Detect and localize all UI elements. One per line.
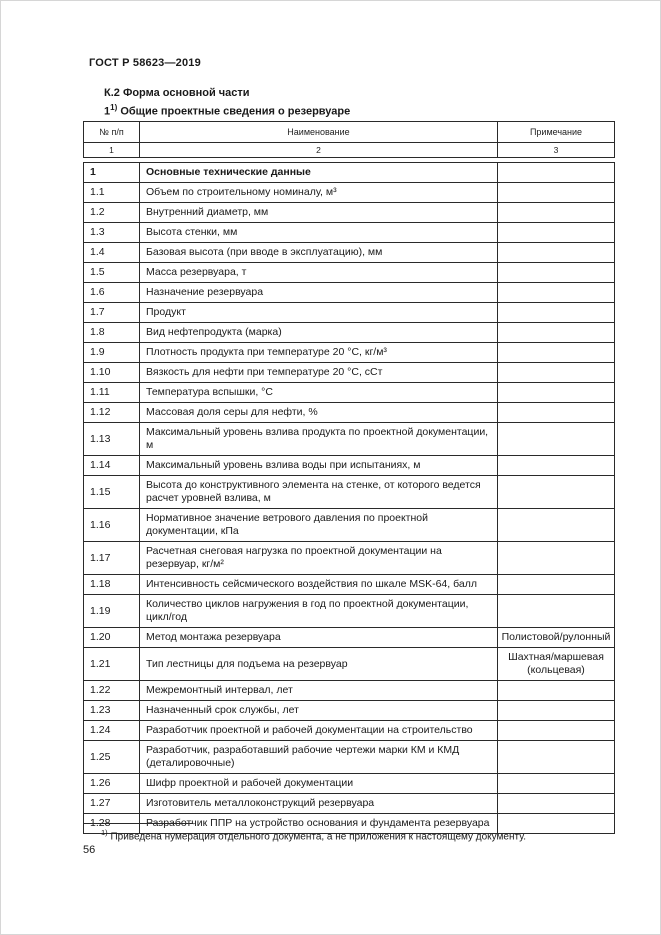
table-body [84, 163, 615, 834]
row-name: Вязкость для нефти при температуре 20 °С, сСт [140, 363, 498, 383]
row-note [498, 383, 615, 403]
table-row [84, 383, 615, 403]
row-name: Объем по строительному номиналу, м³ [140, 183, 498, 203]
row-number: 1.8 [84, 323, 140, 343]
row-name: Высота стенки, мм [140, 223, 498, 243]
row-number: 1.19 [84, 595, 140, 628]
row-number: 1.28 [84, 814, 140, 834]
row-number: 1.11 [84, 383, 140, 403]
table-row [84, 423, 615, 456]
column-number-1: 1 [84, 143, 140, 158]
row-note [498, 363, 615, 383]
row-number: 1.20 [84, 628, 140, 648]
row-note [498, 163, 615, 183]
row-name: Изготовитель металлоконструкций резервуара [140, 794, 498, 814]
table-row [84, 243, 615, 263]
footnote-rule [83, 823, 193, 824]
table-row [84, 456, 615, 476]
row-number: 1.17 [84, 542, 140, 575]
row-name: Метод монтажа резервуара [140, 628, 498, 648]
row-name: Базовая высота (при вводе в эксплуатацию), мм [140, 243, 498, 263]
row-name: Максимальный уровень взлива воды при испытаниях, м [140, 456, 498, 476]
table-row [84, 542, 615, 575]
row-number: 1.26 [84, 774, 140, 794]
row-number: 1.10 [84, 363, 140, 383]
row-number: 1.13 [84, 423, 140, 456]
row-note [498, 263, 615, 283]
row-name: Интенсивность сейсмического воздействия по шкале MSK-64, балл [140, 575, 498, 595]
row-name: Разработчик, разработавший рабочие чертежи марки КМ и КМД (деталировочные) [140, 741, 498, 774]
column-numbers-row [84, 143, 615, 158]
row-number: 1.22 [84, 681, 140, 701]
table-row [84, 648, 615, 681]
row-name: Расчетная снеговая нагрузка по проектной документации на резервуар, кг/м² [140, 542, 498, 575]
row-number: 1.27 [84, 794, 140, 814]
table-caption-footnote-mark: 1) [110, 103, 118, 112]
row-name: Шифр проектной и рабочей документации [140, 774, 498, 794]
row-note [498, 794, 615, 814]
row-number: 1.25 [84, 741, 140, 774]
row-note [498, 701, 615, 721]
row-name: Нормативное значение ветрового давления по проектной документации, кПа [140, 509, 498, 542]
row-name: Тип лестницы для подъема на резервуар [140, 648, 498, 681]
row-name: Продукт [140, 303, 498, 323]
table-row [84, 595, 615, 628]
row-number: 1.9 [84, 343, 140, 363]
table-row [84, 794, 615, 814]
row-note [498, 476, 615, 509]
table-row [84, 303, 615, 323]
row-note: Полистовой/рулонный [498, 628, 615, 648]
row-note [498, 595, 615, 628]
table-row [84, 263, 615, 283]
row-number: 1.24 [84, 721, 140, 741]
row-number: 1.12 [84, 403, 140, 423]
table-row [84, 628, 615, 648]
table-row [84, 774, 615, 794]
row-note [498, 774, 615, 794]
row-note [498, 283, 615, 303]
row-note [498, 323, 615, 343]
row-number: 1.7 [84, 303, 140, 323]
row-name: Вид нефтепродукта (марка) [140, 323, 498, 343]
row-note [498, 183, 615, 203]
row-note [498, 423, 615, 456]
row-note [498, 721, 615, 741]
row-note [498, 681, 615, 701]
table-header-row [84, 122, 615, 143]
row-number: 1.15 [84, 476, 140, 509]
column-header-num: № п/п [84, 122, 140, 143]
row-number: 1.4 [84, 243, 140, 263]
row-note: Шахтная/маршевая (кольцевая) [498, 648, 615, 681]
table-body-table [83, 162, 615, 834]
table-caption-number: 1 [104, 105, 111, 118]
row-name: Высота до конструктивного элемента на стенке, от которого ведется расчет уровней взлива, м [140, 476, 498, 509]
row-note [498, 303, 615, 323]
row-number: 1.3 [84, 223, 140, 243]
table-row [84, 363, 615, 383]
row-note [498, 741, 615, 774]
column-number-2: 2 [140, 143, 498, 158]
row-note [498, 203, 615, 223]
table-row [84, 741, 615, 774]
footnote-mark: 1) [101, 828, 108, 837]
row-name: Разработчик проектной и рабочей документации на строительство [140, 721, 498, 741]
column-header-name: Наименование [140, 122, 498, 143]
row-name: Межремонтный интервал, лет [140, 681, 498, 701]
row-name: Масса резервуара, т [140, 263, 498, 283]
table-header [83, 121, 615, 158]
row-note [498, 509, 615, 542]
table-row [84, 681, 615, 701]
row-name: Количество циклов нагружения в год по проектной документации, цикл/год [140, 595, 498, 628]
table-row [84, 701, 615, 721]
row-name: Максимальный уровень взлива продукта по проектной документации, м [140, 423, 498, 456]
table-row [84, 476, 615, 509]
row-name: Температура вспышки, °С [140, 383, 498, 403]
table-row [84, 343, 615, 363]
main-table [83, 121, 614, 834]
row-name: Разработчик ППР на устройство основания и фундамента резервуара [140, 814, 498, 834]
row-name: Массовая доля серы для нефти, % [140, 403, 498, 423]
row-number: 1.14 [84, 456, 140, 476]
footnote [101, 828, 526, 842]
row-note [498, 243, 615, 263]
row-note [498, 575, 615, 595]
row-number: 1.21 [84, 648, 140, 681]
section-heading: К.2 Форма основной части [104, 87, 250, 99]
row-note [498, 403, 615, 423]
row-name: Назначение резервуара [140, 283, 498, 303]
table-caption [104, 103, 350, 118]
column-header-note: Примечание [498, 122, 615, 143]
table-caption-text: Общие проектные сведения о резервуаре [120, 105, 351, 118]
row-name: Плотность продукта при температуре 20 °С, кг/м³ [140, 343, 498, 363]
table-row [84, 509, 615, 542]
row-number: 1.2 [84, 203, 140, 223]
row-name: Назначенный срок службы, лет [140, 701, 498, 721]
row-name: Внутренний диаметр, мм [140, 203, 498, 223]
table-row [84, 183, 615, 203]
row-note [498, 542, 615, 575]
row-number: 1.16 [84, 509, 140, 542]
table-row [84, 323, 615, 343]
column-number-3: 3 [498, 143, 615, 158]
page-number: 56 [83, 844, 96, 856]
table-row [84, 163, 615, 183]
document-header: ГОСТ Р 58623—2019 [89, 57, 201, 69]
row-number: 1.5 [84, 263, 140, 283]
table-row [84, 403, 615, 423]
row-number: 1 [84, 163, 140, 183]
row-number: 1.18 [84, 575, 140, 595]
table-row [84, 575, 615, 595]
row-note [498, 223, 615, 243]
table-row [84, 203, 615, 223]
table-row [84, 223, 615, 243]
row-note [498, 456, 615, 476]
row-number: 1.1 [84, 183, 140, 203]
row-name: Основные технические данные [140, 163, 498, 183]
row-number: 1.23 [84, 701, 140, 721]
table-row [84, 721, 615, 741]
row-note [498, 343, 615, 363]
row-number: 1.6 [84, 283, 140, 303]
table-row [84, 283, 615, 303]
footnote-text: Приведена нумерация отдельного документа, а не приложения к настоящему документу. [110, 831, 526, 843]
